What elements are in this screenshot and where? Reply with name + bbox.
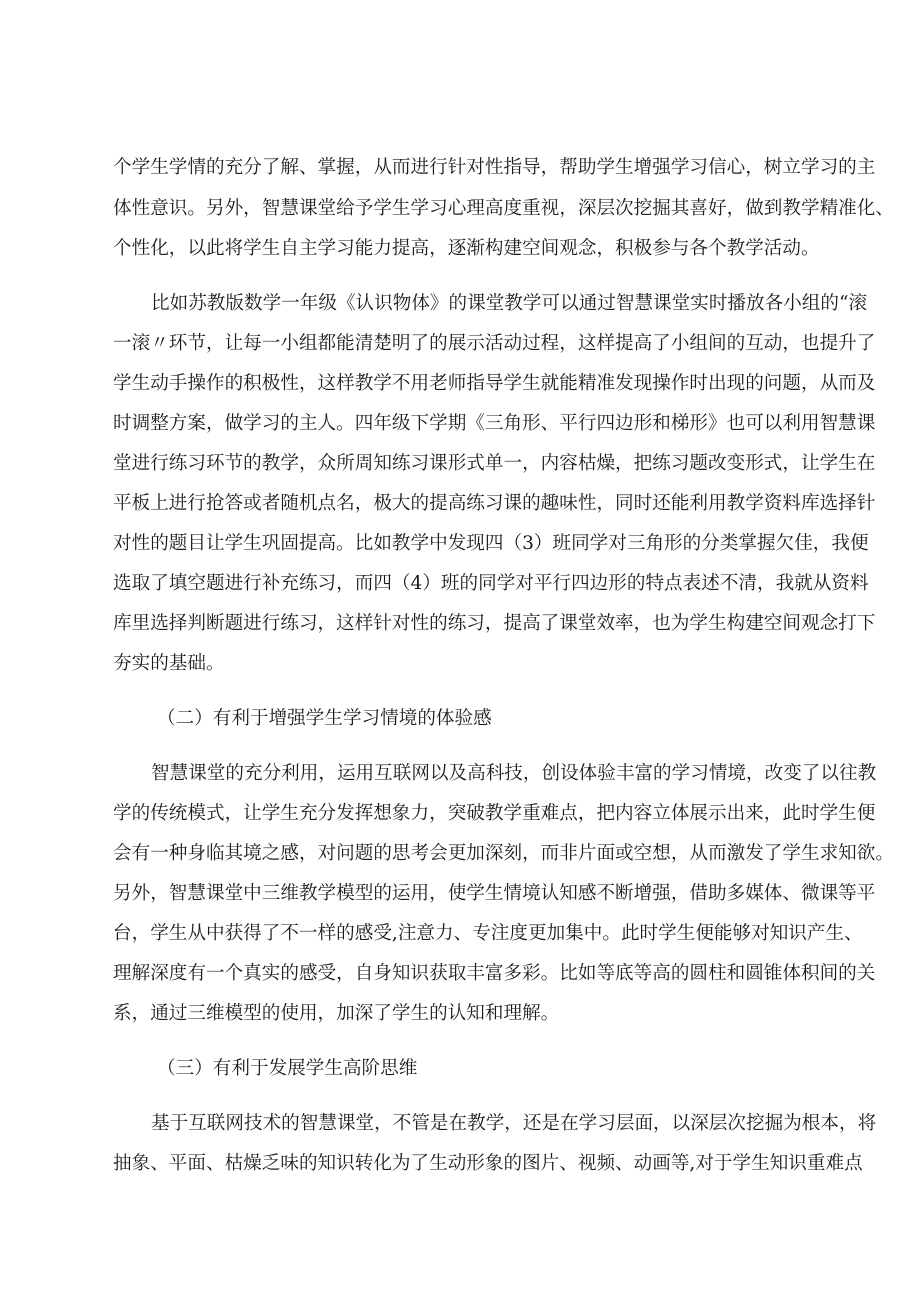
paragraph-4-line-1: 基于互联网技术的智慧课堂，不管是在教学，还是在学习层面，以深层次挖掘为根本，将 <box>151 1113 877 1134</box>
section-heading-3: （三）有利于发展学生高阶思维 <box>157 1058 418 1079</box>
paragraph-1-line-3: 个性化，以此将学生自主学习能力提高，逐渐构建空间观念，积极参与各个教学活动。 <box>113 238 820 259</box>
paragraph-3-line-7: 系，通过三维模型的使用，加深了学生的认知和理解。 <box>113 1003 560 1024</box>
paragraph-2-line-10: 夯实的基础。 <box>113 653 225 674</box>
paragraph-2-line-5: 堂进行练习环节的教学，众所周知练习课形式单一，内容枯燥，把练习题改变形式，让学生在 <box>113 453 876 474</box>
paragraph-3-line-2: 学的传统模式，让学生充分发挥想象力，突破教学重难点，把内容立体展示出来，此时学生便 <box>113 803 876 824</box>
paragraph-4-line-2: 抽象、平面、枯燥乏味的知识转化为了生动形象的图片、视频、动画等,对于学生知识重难点 <box>113 1153 863 1174</box>
paragraph-2-line-7: 对性的题目让学生巩固提高。比如教学中发现四（3）班同学对三角形的分类掌握欠佳，我便 <box>113 533 869 554</box>
paragraph-2-line-2: 一滚〃环节，让每一小组都能清楚明了的展示活动过程，这样提高了小组间的互动，也提升了 <box>113 333 876 354</box>
paragraph-3-line-5: 台，学生从中获得了不一样的感受,注意力、专注度更加集中。此时学生便能够对知识产生、 <box>113 923 863 944</box>
paragraph-2-line-9: 库里选择判断题进行练习，这样针对性的练习，提高了课堂效率，也为学生构建空间观念打下 <box>113 613 876 634</box>
paragraph-2-line-1: 比如苏教版数学一年级《认识物体》的课堂教学可以通过智慧课堂实时播放各小组的“滚 <box>151 293 868 314</box>
paragraph-3-line-4: 另外，智慧课堂中三维教学模型的运用，使学生情境认知感不断增强，借助多媒体、微课等平 <box>113 883 876 904</box>
paragraph-2-line-4: 时调整方案，做学习的主人。四年级下学期《三角形、平行四边形和梯形》也可以利用智慧课 <box>113 413 876 434</box>
paragraph-3-line-6: 理解深度有一个真实的感受，自身知识获取丰富多彩。比如等底等高的圆柱和圆锥体积间的关 <box>113 963 876 984</box>
paragraph-1-line-1: 个学生学情的充分了解、掌握，从而进行针对性指导，帮助学生增强学习信心，树立学习的主 <box>113 157 876 178</box>
paragraph-2-line-8: 选取了填空题进行补充练习，而四（4）班的同学对平行四边形的特点表述不清，我就从资料 <box>113 573 869 594</box>
paragraph-3-line-3: 会有一种身临其境之感，对问题的思考会更加深刻，而非片面或空想，从而激发了学生求知欲。 <box>113 843 894 864</box>
paragraph-3-line-1: 智慧课堂的充分利用，运用互联网以及高科技，创设体验丰富的学习情境，改变了以往教 <box>151 763 877 784</box>
section-heading-2: （二）有利于增强学生学习情境的体验感 <box>157 708 492 729</box>
paragraph-1-line-2: 体性意识。另外，智慧课堂给予学生学习心理高度重视，深层次挖掘其喜好，做到教学精准化、 <box>113 198 894 219</box>
paragraph-2-line-3: 学生动手操作的积极性，这样教学不用老师指导学生就能精准发现操作时出现的问题，从而及 <box>113 373 876 394</box>
paragraph-2-line-6: 平板上进行抢答或者随机点名，极大的提高练习课的趣味性，同时还能利用教学资料库选择针 <box>113 493 876 514</box>
